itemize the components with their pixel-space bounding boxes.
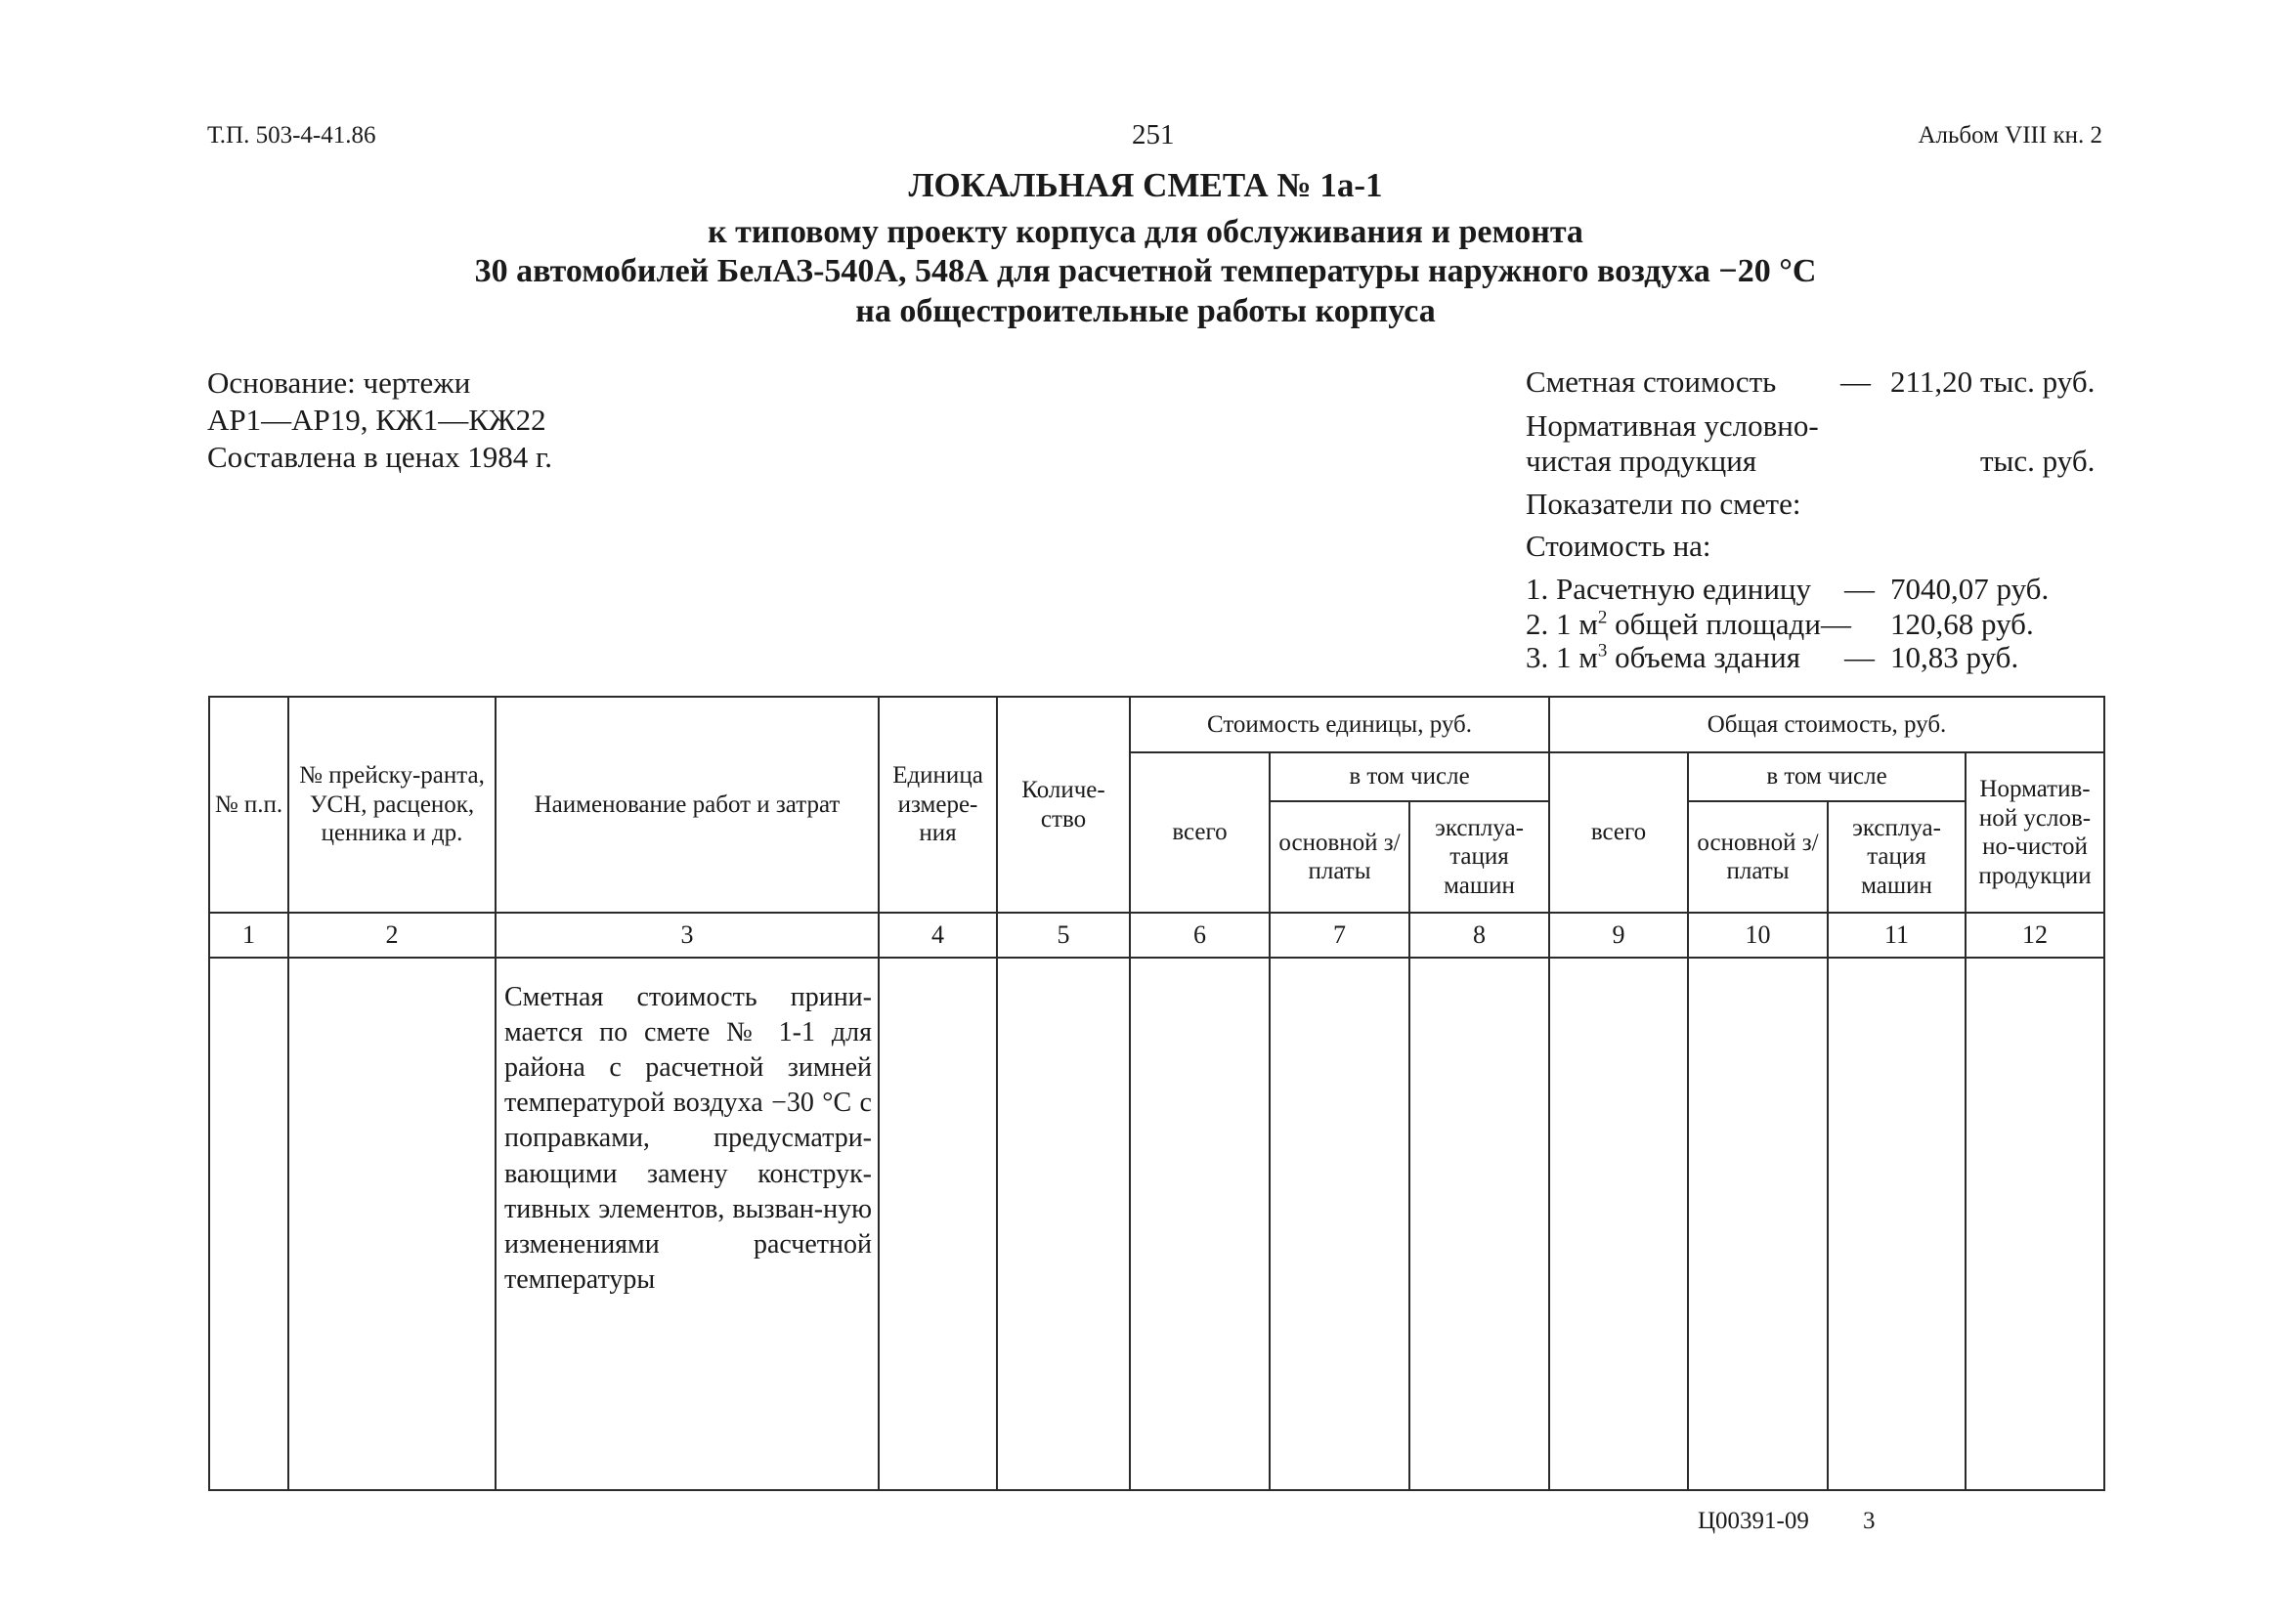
document-code: Т.П. 503-4-41.86: [207, 122, 376, 149]
row-cell-unit: [879, 958, 997, 1490]
header-qty: Количе-ство: [997, 697, 1130, 913]
indicator-item-1-value: 7040,07 руб.: [1890, 572, 2050, 606]
row-cell-pricelist: [288, 958, 496, 1490]
header-total-total: всего: [1549, 752, 1688, 913]
header-unit-cost-group: Стоимость единицы, руб.: [1130, 697, 1549, 752]
basis-line-3: Составлена в ценах 1984 г.: [207, 439, 553, 474]
row-cell-normative: [1966, 958, 2104, 1490]
row-cell-unit-total: [1130, 958, 1270, 1490]
title-subline-2: 30 автомобилей БелАЗ-540А, 548А для расчетной температуры наружного воздуха −20 °С: [474, 253, 1817, 289]
title-subline-1: к типовому проекту корпуса для обслуживания и ремонта: [708, 214, 1583, 250]
footer-sheet: 3: [1863, 1508, 1876, 1534]
col-num-11: 11: [1828, 913, 1966, 958]
header-total-wage: основной з/платы: [1688, 801, 1828, 913]
basis-line-2: АР1—АР19, КЖ1—КЖ22: [207, 402, 546, 437]
header-pricelist: № прейску-ранта, УСН, расценок, ценника и др.: [288, 697, 496, 913]
indicator-item-3-value: 10,83 руб.: [1890, 640, 2019, 674]
col-num-9: 9: [1549, 913, 1688, 958]
column-number-row: [209, 913, 2104, 958]
row-cell-unit-machines: [1409, 958, 1549, 1490]
header-unit-wage: основной з/платы: [1270, 801, 1409, 913]
row-cell-total-machines: [1828, 958, 1966, 1490]
header-unit-incl: в том числе: [1270, 752, 1549, 801]
row-cell-qty: [997, 958, 1130, 1490]
page-number: 251: [1132, 119, 1175, 150]
col-num-3: 3: [496, 913, 879, 958]
footer-code: Ц00391-09: [1698, 1508, 1809, 1534]
indicator-item-2-label: 2. 1 $м^2$ общей площади: [1526, 607, 1821, 641]
normative-label-2: чистая продукция: [1526, 444, 1757, 478]
header-unit-total: всего: [1130, 752, 1270, 913]
header-unit-machines: эксплуа-тация машин: [1409, 801, 1549, 913]
col-num-12: 12: [1966, 913, 2104, 958]
header-unit: Единица измере-ния: [879, 697, 997, 913]
indicator-item-2-dash: —: [1821, 607, 1851, 641]
indicator-item-3-dash: —: [1844, 640, 1875, 674]
cost-dash: —: [1840, 364, 1871, 399]
indicator-item-1-dash: —: [1844, 572, 1875, 606]
col-num-10: 10: [1688, 913, 1828, 958]
header-num: № п.п.: [209, 697, 288, 913]
basis-line-1: Основание: чертежи: [207, 365, 471, 400]
col-num-6: 6: [1130, 913, 1270, 958]
header-name: Наименование работ и затрат: [496, 697, 879, 913]
col-num-5: 5: [997, 913, 1130, 958]
indicator-item-2-value: 120,68 руб.: [1890, 607, 2034, 641]
header-total-machines: эксплуа-тация машин: [1828, 801, 1966, 913]
cost-for-label: Стоимость на:: [1526, 529, 1711, 563]
cost-value: 211,20: [1890, 364, 1973, 399]
estimate-title: ЛОКАЛЬНАЯ СМЕТА № 1а-1: [908, 166, 1383, 204]
indicators-label: Показатели по смете:: [1526, 487, 1801, 521]
indicator-item-3-label: 3. 1 $м^3$ объема здания: [1526, 640, 1800, 674]
indicator-item-1-label: 1. Расчетную единицу: [1526, 572, 1812, 606]
table-row: [209, 958, 2104, 1490]
row-cell-unit-wage: [1270, 958, 1409, 1490]
estimate-table: [208, 696, 2105, 1491]
row-cell-num: [209, 958, 288, 1490]
col-num-7: 7: [1270, 913, 1409, 958]
col-num-2: 2: [288, 913, 496, 958]
row-cell-total-wage: [1688, 958, 1828, 1490]
col-num-8: 8: [1409, 913, 1549, 958]
header-total-incl: в том числе: [1688, 752, 1966, 801]
header-normative: Норматив-ной услов-но-чистой продукции: [1966, 752, 2104, 913]
title-subline-3: на общестроительные работы корпуса: [855, 293, 1436, 329]
normative-label-1: Нормативная условно-: [1526, 408, 1819, 443]
col-num-4: 4: [879, 913, 997, 958]
album-reference: Альбом VIII кн. 2: [1918, 122, 2102, 149]
header-total-cost-group: Общая стоимость, руб.: [1549, 697, 2104, 752]
cost-unit: тыс. руб.: [1980, 364, 2096, 399]
row-cell-description: Сметная стоимость прини-мается по смете № 1-1 для района с расчетной зимней температурой воздуха −30 °С с поправками, предусматри-вающими замену конструк-тивных элементов, вызван-ную изменениями расчетной температуры: [496, 958, 879, 1490]
row-cell-total: [1549, 958, 1688, 1490]
normative-unit: тыс. руб.: [1980, 444, 2096, 478]
col-num-1: 1: [209, 913, 288, 958]
cost-label: Сметная стоимость: [1526, 364, 1777, 399]
basis-block: [207, 364, 552, 475]
